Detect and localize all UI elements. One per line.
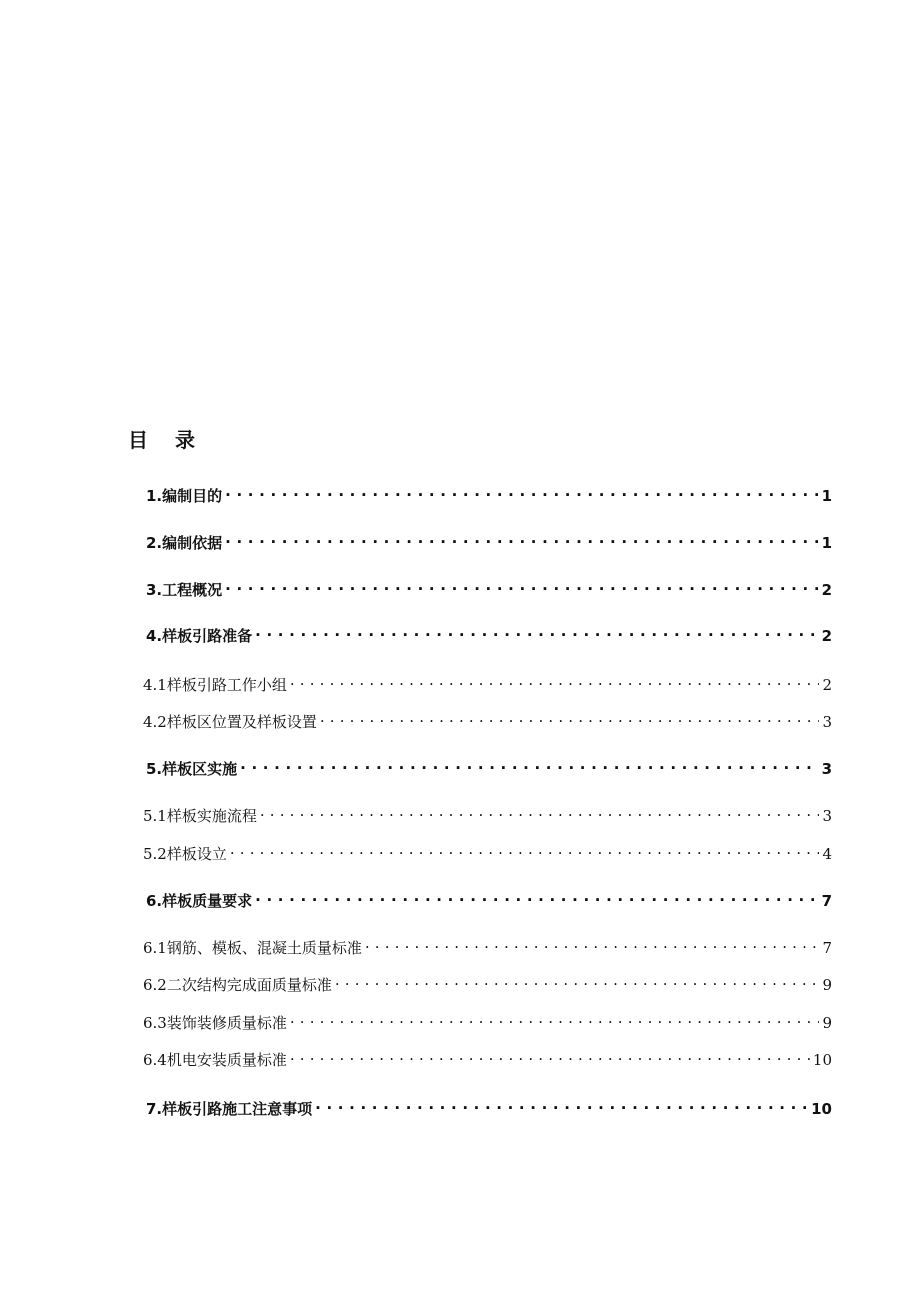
toc-entry[interactable] bbox=[146, 754, 832, 778]
toc-entry[interactable] bbox=[143, 1008, 832, 1032]
toc-entry-number: 6. bbox=[146, 892, 163, 910]
toc-entry-number: 4.2 bbox=[143, 713, 167, 731]
toc-entry-title: 二次结构完成面质量标准 bbox=[166, 976, 332, 994]
toc-entry[interactable] bbox=[146, 481, 832, 505]
toc-entry-page: 7 bbox=[822, 939, 832, 957]
toc-dot-leader bbox=[240, 754, 818, 774]
toc-entry-title: 样板设立 bbox=[166, 845, 227, 863]
toc-entry-title: 钢筋、模板、混凝土质量标准 bbox=[166, 939, 362, 957]
toc-entry-number: 5.2 bbox=[143, 845, 167, 863]
toc-entry-number: 6.1 bbox=[143, 939, 167, 957]
toc-entry-number: 2. bbox=[146, 534, 163, 552]
toc-dot-leader bbox=[290, 670, 820, 690]
toc-entry[interactable] bbox=[143, 970, 832, 994]
toc-entry[interactable] bbox=[143, 1045, 832, 1069]
toc-entry-page: 3 bbox=[822, 807, 832, 825]
toc-entry-page: 1 bbox=[821, 534, 832, 552]
toc-entry-number: 1. bbox=[146, 487, 163, 505]
toc-entry-page: 3 bbox=[821, 760, 832, 778]
toc-dot-leader bbox=[290, 1008, 820, 1028]
toc-entry[interactable] bbox=[146, 528, 832, 552]
toc-entry-page: 4 bbox=[822, 845, 832, 863]
toc-entry-title: 样板区实施 bbox=[162, 760, 238, 778]
toc-entry-title: 样板引路工作小组 bbox=[166, 676, 287, 694]
toc-entry-number: 5.1 bbox=[143, 807, 167, 825]
toc-entry-title: 机电安装质量标准 bbox=[166, 1051, 287, 1069]
toc-dot-leader bbox=[225, 528, 818, 548]
toc-dot-leader bbox=[255, 621, 818, 641]
toc-entry-title: 编制目的 bbox=[162, 487, 223, 505]
toc-entry-title: 样板质量要求 bbox=[162, 892, 253, 910]
toc-entry[interactable] bbox=[146, 1094, 832, 1118]
toc-entry[interactable] bbox=[143, 933, 832, 957]
toc-entry-title: 装饰装修质量标准 bbox=[166, 1014, 287, 1032]
toc-entry-page: 9 bbox=[822, 1014, 832, 1032]
toc-entry-page: 7 bbox=[821, 892, 832, 910]
toc-entry[interactable] bbox=[143, 707, 832, 731]
toc-entry-title: 样板引路准备 bbox=[162, 627, 253, 645]
toc-entry-title: 样板区位置及样板设置 bbox=[166, 713, 317, 731]
toc-entry-number: 5. bbox=[146, 760, 163, 778]
toc-dot-leader bbox=[225, 481, 818, 501]
toc-entry-page: 3 bbox=[822, 713, 832, 731]
toc-entry[interactable] bbox=[146, 886, 832, 910]
toc-entry[interactable] bbox=[143, 839, 832, 863]
toc-dot-leader bbox=[315, 1094, 808, 1114]
toc-entry-page: 2 bbox=[822, 676, 832, 694]
toc-dot-leader bbox=[335, 970, 820, 990]
toc-entry-number: 6.3 bbox=[143, 1014, 167, 1032]
toc-entry-number: 4. bbox=[146, 627, 163, 645]
toc-title: 目 录 bbox=[128, 428, 205, 452]
toc-entry-number: 7. bbox=[146, 1100, 163, 1118]
toc-dot-leader bbox=[225, 575, 818, 595]
toc-entry-title: 样板引路施工注意事项 bbox=[162, 1100, 313, 1118]
toc-dot-leader bbox=[255, 886, 818, 906]
toc-entry-page: 2 bbox=[821, 581, 832, 599]
toc-entry-title: 工程概况 bbox=[162, 581, 223, 599]
toc-dot-leader bbox=[365, 933, 820, 953]
toc-entry[interactable] bbox=[146, 575, 832, 599]
toc-entry-number: 4.1 bbox=[143, 676, 167, 694]
toc-entry-page: 10 bbox=[812, 1051, 832, 1069]
toc-entry[interactable] bbox=[143, 670, 832, 694]
toc-dot-leader bbox=[260, 801, 820, 821]
toc-entry-number: 3. bbox=[146, 581, 163, 599]
toc-entry-title: 样板实施流程 bbox=[166, 807, 257, 825]
toc-entry-page: 1 bbox=[821, 487, 832, 505]
toc-entry[interactable] bbox=[146, 621, 832, 645]
toc-dot-leader bbox=[320, 707, 820, 727]
toc-entry-title: 编制依据 bbox=[162, 534, 223, 552]
toc-entry[interactable] bbox=[143, 801, 832, 825]
toc-dot-leader bbox=[290, 1045, 810, 1065]
toc-entry-number: 6.4 bbox=[143, 1051, 167, 1069]
toc-entry-page: 9 bbox=[822, 976, 832, 994]
toc-entry-number: 6.2 bbox=[143, 976, 167, 994]
toc-dot-leader bbox=[230, 839, 820, 859]
toc-entry-page: 10 bbox=[811, 1100, 832, 1118]
toc-entry-page: 2 bbox=[821, 627, 832, 645]
